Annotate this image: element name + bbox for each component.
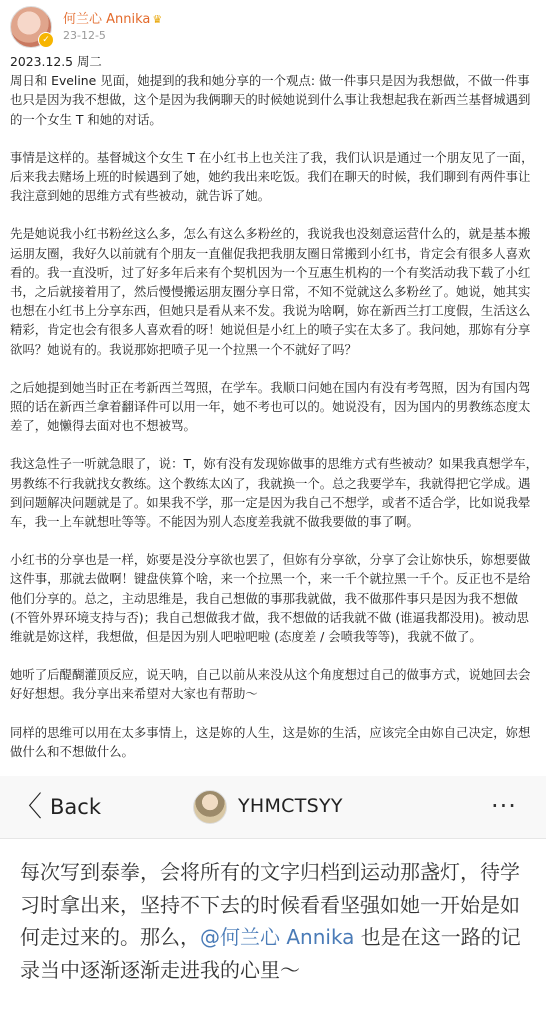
post-paragraph: 之后她提到她当时正在考新西兰驾照，在学车。我顺口问她在国内有没有考驾照，因为有国内驾照的话在新西兰拿着翻译件可以用一年，她不考也可以的。她说没有，因为国内的男教练态度太差了，她懒得去面对也不想被骂。	[10, 379, 531, 434]
user-mention-link[interactable]: @何兰心 Annika	[200, 925, 355, 949]
more-options-icon[interactable]: ···	[491, 792, 517, 820]
author-name[interactable]	[63, 8, 162, 27]
navigation-bar	[0, 776, 546, 839]
back-button[interactable]	[14, 790, 101, 824]
post-paragraph: 我这急性子一听就急眼了，说：T，妳有没有发现妳做事的思维方式有些被动？如果我真想学车，男教练不行我就找女教练。这个教练太凶了，我就换一个。总之我要学车，我就得把它学成。遇到问题解决问题就是了。如果我不学，那一定是因为我自己不想学，或者不适合学，比如说我晕车，我一上车就想吐等等。不能因为别人态度差我就不做我要做的事了啊。	[10, 456, 538, 530]
caption-after-mention: 也是在这一路的记录当中逐渐逐渐走进我的心里～	[20, 925, 521, 982]
caption-before-mention: 每次写到泰拳，会将所有的文字归档到运动那盏灯，待学习时拿出来，坚持不下去的时候看看坚强如她一开始是如何走过来的。那么，	[20, 860, 520, 949]
post-body	[10, 52, 538, 776]
post-date: 23-12-5	[63, 29, 106, 42]
profile-avatar[interactable]	[193, 790, 227, 824]
post-paragraph: 2023.12.5 周二	[10, 54, 102, 69]
post-paragraph: 事情是这样的。基督城这个女生 T 在小红书上也关注了我，我们认识是通过一个朋友见了一面，后来我去赌场上班的时候遇到了她，她约我出来吃饭。我们在聊天的时候，我们聊到有两件事让我注意到她的思维方式有些被动，就告诉了她。	[10, 149, 534, 204]
vip-crown-icon: ♛	[152, 13, 163, 26]
author-name-text: 何兰心 Annika	[63, 12, 151, 27]
back-label: Back	[50, 795, 101, 819]
profile-title[interactable]: YHMCTSYY	[238, 795, 343, 817]
post-paragraph: 她听了后醍醐灌顶反应，说天呐，自己以前从来没从这个角度想过自己的做事方式，说她回去会好好想想。我分享出来希望对大家也有帮助～	[10, 667, 531, 702]
post-paragraph: 先是她说我小红书粉丝这么多，怎么有这么多粉丝的，我说我也没刻意运营什么的，就是基本搬运朋友圈，我好久以前就有个朋友一直催促我把我朋友圈日常搬到小红书，肯定会有很多人喜欢看的。我一直没听，过了好多年后来有个契机因为一个互惠生机构的一个有奖活动我下载了小红书，之后就接着用了，然后慢慢搬运朋友圈分享日常，不知不觉就这么多粉丝了。她说，她其实也想在小红书上分享东西，但她只是看从来不发。我说为啥啊，妳在新西兰打工度假，生活这么精彩，肯定也会有很多人喜欢看的呀！她说但是小红上的喷子实在太多了。我问她，那妳有分享欲吗？她说有的。我说那妳把喷子见一个拉黑一个不就好了吗？	[10, 226, 531, 357]
post-header	[0, 0, 546, 50]
post-paragraph: 小红书的分享也是一样，妳要是没分享欲也罢了，但妳有分享欲，分享了会让妳快乐，妳想要做这件事，那就去做啊！键盘侠算个啥，来一个拉黑一个，来一千个就拉黑一千个。反正也不是给他们分享的。总之，主动思维是，我自己想做的事那我就做，我不做那件事只是因为我不想做 (不管外界环境支持与否)；我自己想做我才做，我不想做的话我就不做 (谁逼我都没用)。被动思维就是妳这样，我想做，但是因为别人吧啦吧啦 (态度差 / 会喷我等等)，我就不做了。	[10, 552, 531, 645]
post-paragraph: 周日和 Eveline 见面，她提到的我和她分享的一个观点: 做一件事只是因为我想做，不做一件事也只是因为我不想做，这个是因为我俩聊天的时候她说到什么事让我想起我在新西兰基督城遇到的一个女生 T 和她的对话。	[10, 73, 531, 127]
post-paragraph: 同样的思维可以用在太多事情上，这是妳的人生，这是妳的生活，应该完全由妳自己决定，妳想做什么和不想做什么。	[10, 724, 531, 759]
verified-badge-icon: ✓	[38, 32, 54, 48]
caption-text	[20, 856, 530, 986]
chevron-left-icon: 〈	[14, 790, 43, 823]
